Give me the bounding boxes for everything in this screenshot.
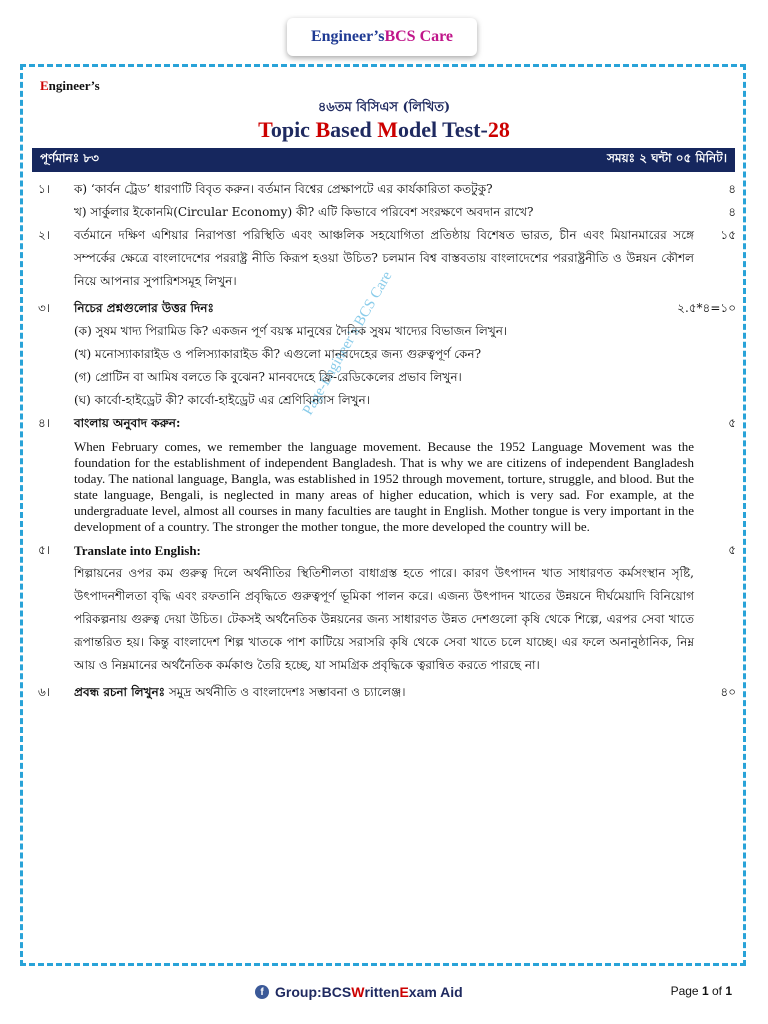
footer-group-w: W: [351, 984, 365, 1000]
page-word: Page: [670, 984, 702, 998]
question-1b-text: খ) সার্কুলার ইকোনমি(Circular Economy) কী? এটি কিভাবে পরিবেশ সংরক্ষণে অবদান রাখে?: [74, 205, 534, 219]
question-list: [36, 178, 736, 704]
watermark: Page-Engineer’s BCS Care: [300, 268, 396, 418]
question-5-heading: Translate into English:: [74, 543, 201, 558]
title-part-opic: opic: [270, 117, 316, 142]
question-5: [36, 539, 736, 677]
question-3: [36, 297, 736, 412]
question-5-passage: শিল্পায়নের ওপর কম গুরুত্ব দিলে অর্থনীতির স্থিতিশীলতা বাধাগ্রস্ত হতে পারে। কারণ উৎপাদন খাত সাধারণত কর্মসংস্থান সৃষ্টি, উৎপাদনশীলতা বৃদ্ধি এবং রফতানি প্রবৃদ্ধিতে গুরুত্বপূর্ণ ভূমিকা পালন করে। এজন্য উৎপাদন খাতের উন্নয়নে দীর্ঘমেয়াদি বিনিয়োগ পরিকল্পনায় গুরুত্ব দেয়া উচিত। টেকসই অর্থনৈতিক উন্নয়নের জন্য সাধারণত উন্নত দেশগুলো কৃষি থেকে শিল্পে, এরপর সেবা খাতে রূপান্তরিত হয়। কিন্তু বাংলাদেশ শিল্প খাতকে পাশ কাটিয়ে সরাসরি কৃষি থেকে সেবা খাতে চলে যাচ্ছে। এর ফলে অনানুষ্ঠানিক, নিম্ন আয় ও নিম্নমানের অর্থনৈতিক কর্মকাণ্ড তৈরি হচ্ছে, যা সামগ্রিক প্রবৃদ্ধিকে ত্বরান্বিত করতে পারছে না।: [74, 566, 694, 672]
question-number: ৫।: [38, 543, 51, 557]
exam-name: ৪৬তম বিসিএস (লিখিত): [317, 100, 451, 115]
page-total: 1: [725, 984, 732, 998]
list-item: (ঘ) কার্বো-হাইড্রেট কী? কার্বো-হাইড্রেট এর শ্রেণিবিন্যাস লিখুন।: [74, 393, 371, 407]
question-4-heading: বাংলায় অনুবাদ করুন:: [74, 416, 181, 430]
list-item: (খ) মনোস্যাকারাইড ও পলিস্যাকারাইড কী? এগুলো মানবদেহের জন্য গুরুত্বপূর্ণ কেন?: [74, 347, 482, 361]
title-letter-b: B: [315, 117, 331, 142]
question-1a-marks: ৪: [728, 182, 736, 196]
badge-text-bcs-care: BCS Care: [384, 28, 454, 45]
footer-group-bcs: BCS: [321, 984, 352, 1000]
exam-time: সময়ঃ ২ ঘন্টা ০৫ মিনিট।: [606, 151, 727, 165]
question-4-passage: When February comes, we remember the language movement. Because the 1952 Language Movement was the foundation for the establishment of independent Bangladesh. That is why we are citizens of independent Bangladesh today. The national language, Bangla, was established in 1952 through movement, torture, struggle, and blood. But the state language, Bengali, is neglected in many areas of higher education, which is very sad. For example, at the undergraduate level, almost all courses in many faculties are taught in English. Mother tongue is very important in the development of a country. The stronger the mother tongue, the more developed the country will be.: [74, 439, 694, 534]
title-letter-t: T: [258, 117, 271, 142]
footer-group-e: E: [399, 984, 409, 1000]
title-letter-m: M: [377, 117, 398, 142]
question-number: ৩।: [38, 301, 51, 315]
full-marks: পূর্ণমানঃ ৮৩: [40, 151, 99, 165]
list-item: (ক) সুষম খাদ্য পিরামিড কি? একজন পূর্ণ বয়স্ক মানুষের দৈনিক সুষম খাদ্যের বিভাজন লিখুন।: [74, 324, 508, 338]
list-item: (গ) প্রোটিন বা আমিষ বলতে কি বুঝেন? মানবদেহে ফ্রি-রেডিকেলের প্রভাব লিখুন।: [74, 370, 462, 384]
footer-group-link[interactable]: [255, 984, 463, 1000]
facebook-icon: f: [255, 985, 269, 999]
exam-info-bar: [32, 148, 735, 172]
title-part-ased: ased: [330, 117, 378, 142]
top-brand-badge: [287, 18, 477, 56]
footer-group-xam: xam Aid: [408, 984, 463, 1000]
question-3-heading: নিচের প্রশ্নগুলোর উত্তর দিনঃ: [74, 301, 214, 315]
question-2-marks: ১৫: [720, 228, 736, 242]
question-5-marks: ৫: [728, 543, 736, 557]
question-number: ৪।: [38, 416, 51, 430]
page-current: 1: [701, 984, 709, 998]
question-number: ১।: [38, 182, 51, 196]
brand-initial: E: [40, 78, 49, 93]
question-4: [36, 412, 736, 535]
question-2-text: বর্তমানে দক্ষিণ এশিয়ার নিরাপত্তা পরিস্থিতি এবং আঞ্চলিক সহযোগিতা প্রতিষ্ঠায় বিশেষত ভারত, চীন এবং মিয়ানমারের সঙ্গে সম্পর্কের ক্ষেত্রে বাংলাদেশের পররাষ্ট্র নীতি কিরূপ হওয়া উচিত? চলমান বিশ্ব বাস্তবতায় বাংলাদেশের পররাষ্ট্রনীতি ও উন্নয়ন কৌশল নিয়ে আপনার সুপারিশসমূহ লিখুন।: [74, 228, 694, 288]
page-number: [671, 984, 732, 998]
question-6-topic: সমুদ্র অর্থনীতি ও বাংলাদেশঃ সম্ভাবনা ও চ্যালেঞ্জ।: [165, 685, 406, 699]
question-3-marks: ২.৫*৪=১০: [677, 301, 736, 315]
question-1b-marks: ৪: [728, 205, 736, 219]
footer-group-label: Group:: [275, 984, 322, 1000]
brand-rest: ngineer’s: [48, 78, 100, 93]
badge-text-engineers: Engineer’s: [310, 28, 385, 45]
question-number: ২।: [38, 228, 51, 242]
question-1: [36, 178, 736, 224]
question-4-marks: ৫: [728, 416, 736, 430]
question-2: [36, 224, 736, 293]
title-part-odel: odel Test-: [397, 117, 488, 142]
page-title: [0, 117, 768, 143]
question-6: [36, 681, 736, 704]
question-6-heading: প্রবন্ধ রচনা লিখুনঃ: [74, 685, 166, 699]
question-number: ৬।: [38, 685, 51, 699]
question-6-marks: ৪০: [720, 685, 736, 699]
brand-label: [40, 78, 100, 94]
question-1a-text: ক) ‘কার্বন ট্রেড’ ধারণাটি বিবৃত করুন। বর্তমান বিশ্বের প্রেক্ষাপটে এর কার্যকারিতা কতটুকু?: [74, 182, 493, 196]
page-of: of: [708, 984, 726, 998]
title-number: 28: [487, 117, 510, 142]
footer-group-ritten: ritten: [364, 984, 400, 1000]
